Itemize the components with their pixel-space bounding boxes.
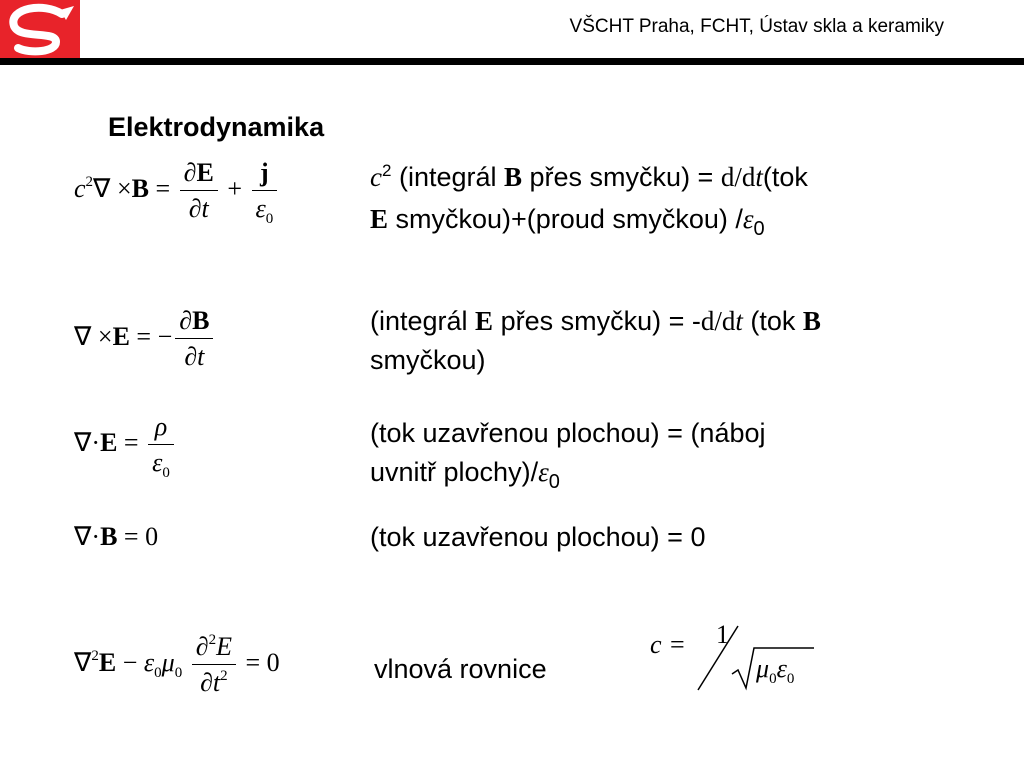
equation-ampere-maxwell: $c^2\nabla \times B$ = $\frac{\partial E}{\partial t}$ + $\frac{j}{\varepsilon_0}$ xyxy=(74,160,280,222)
equation-speed-of-light: c = 1 $\mu_0\varepsilon_0$ xyxy=(650,620,840,700)
equation-gauss-electric: ∇·E = $\frac{\rho}{\varepsilon_0}$ xyxy=(74,414,177,476)
fraction-dB-dt: $\frac{\partial B}{\partial t}$ xyxy=(175,308,213,370)
vscht-logo-icon xyxy=(0,0,80,58)
fraction-d2E-dt2: $\frac{\partial^2E}{\partial t^2}$ xyxy=(192,634,236,696)
equation-wave: $\nabla^2E - \varepsilon_0\mu_0$ $\frac{\partial^2E}{\partial t^2}$ = 0 xyxy=(74,632,280,697)
fraction-dE-dt: $\frac{\partial E}{\partial t}$ xyxy=(180,160,218,222)
equation-faraday: ∇ ×E = − $\frac{\partial B}{\partial t}$ xyxy=(74,308,216,370)
description-faraday: (integrál E přes smyčku) = -d/dt (tok B smyčkou) xyxy=(370,306,821,375)
slide-title: Elektrodynamika xyxy=(108,112,325,142)
equation-gauss-magnetic: ∇·B = 0 xyxy=(74,522,159,551)
header-institution: VŠCHT Praha, FCHT, Ústav skla a keramiky xyxy=(569,16,944,37)
fraction-j-eps0: $\frac{j}{\varepsilon_0}$ xyxy=(252,160,278,222)
fraction-slash-and-sqrt xyxy=(650,620,840,700)
vscht-logo xyxy=(0,0,80,58)
header-divider xyxy=(0,58,1024,65)
description-wave-equation: vlnová rovnice xyxy=(374,654,547,684)
fraction-rho-eps0: $\frac{\rho}{\varepsilon_0}$ xyxy=(148,414,174,476)
description-gauss-electric: (tok uzavřenou plochou) = (náboj uvnitř $plochy)/\varepsilon_0$ xyxy=(370,418,766,493)
description-gauss-magnetic: (tok uzavřenou plochou) = 0 xyxy=(370,522,706,552)
description-ampere-maxwell: $c^2$ (integrál B přes smyčku) = d/dt(tok E smyčkou)+(proud smyčkou) $/\varepsilon_0$ xyxy=(370,161,808,240)
